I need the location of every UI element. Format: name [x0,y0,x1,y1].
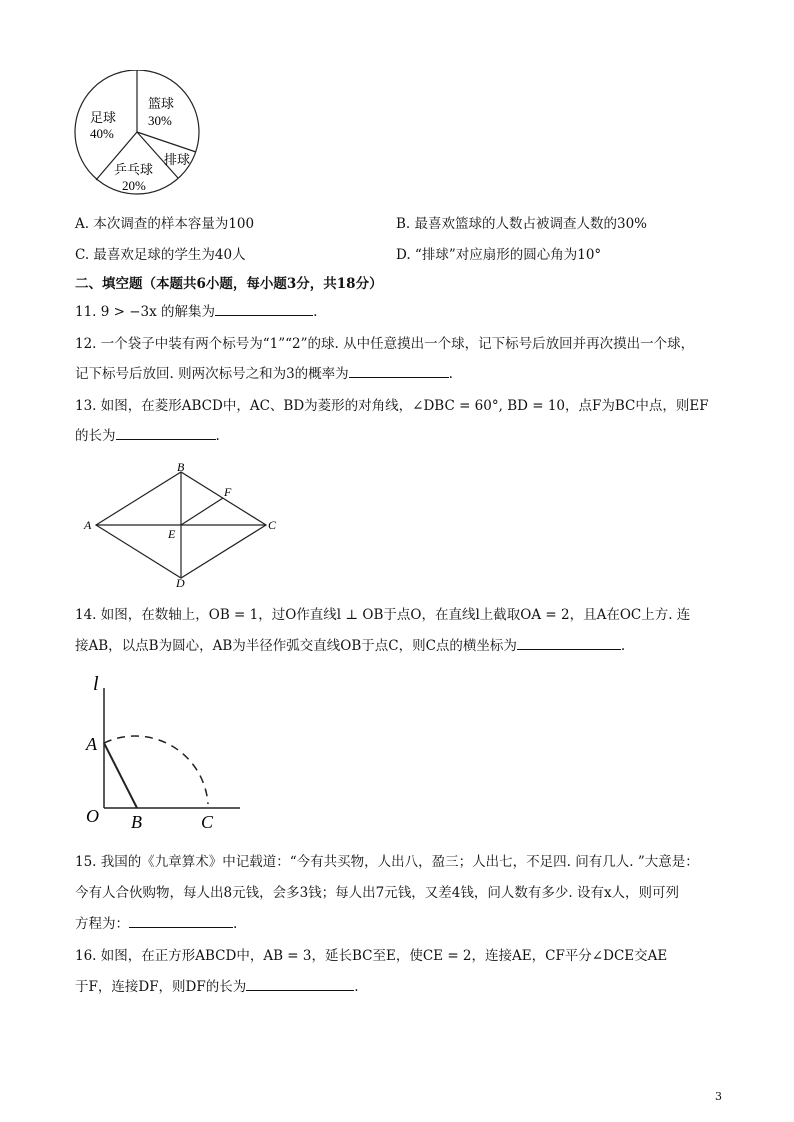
q13-line1: 13. 如图，在菱形ABCD中，AC、BD为菱形的对角线，∠DBC = 60°, BD = 10，点F为BC中点，则EF [75,398,709,414]
pie-chart [60,70,220,200]
point-e: E [168,527,176,541]
q12-line1: 12. 一个袋子中装有两个标号为“1”“2”的球. 从中任意摸出一个球，记下标号后放回并再次摸出一个球， [75,336,695,352]
q15-line2: 今有人合伙购物，每人出8元钱，会多3钱；每人出7元钱，又差4钱，问人数有多少. 设有x人，则可列 [75,885,680,901]
page-number: 3 [715,1090,722,1103]
label-c: C [201,812,214,832]
option-c: C. 最喜欢足球的学生为40人 [75,247,246,263]
q15-answer-blank[interactable] [129,913,233,928]
question-13-line2 [75,424,220,444]
segment-ef [181,498,223,525]
q13-period: . [215,428,220,444]
point-a: A [84,518,92,532]
question-14-line2 [75,634,625,654]
pie-label-volleyball: 排球 [164,152,191,167]
q16-answer-blank[interactable] [246,976,354,991]
pie-label-pingpong: 乒乓球 [114,162,154,177]
rhombus-figure [78,460,288,590]
q15-line1: 15. 我国的《九章算术》中记载道：“今有共买物，人出八，盈三；人出七，不足四. 问有几人. ”大意是： [75,854,699,870]
q11-text: 11. 9 > −3x 的解集为 [75,304,216,320]
option-a: A. 本次调查的样本容量为100 [75,216,255,232]
q16-line1: 16. 如图，在正方形ABCD中，AB = 3，延长BC至E，使CE = 2，连接AE，CF平分∠DCE交AE [75,948,668,964]
label-l: l [93,673,99,695]
pie-pct-basketball: 30% [148,113,172,128]
pie-pct-pingpong: 20% [122,178,146,193]
point-c: C [268,518,277,532]
point-f: F [224,485,232,499]
q15-period: . [233,916,238,932]
option-b: B. 最喜欢篮球的人数占被调查人数的30% [396,216,648,232]
label-b: B [131,812,142,832]
pie-label-basketball: 篮球 [148,96,175,111]
question-15-line3 [75,912,237,932]
segment-ab [104,743,137,808]
pie-label-football: 足球 [90,110,117,125]
q13-answer-blank[interactable] [116,425,216,440]
point-d: D [176,576,185,590]
q11-answer-blank[interactable] [215,301,313,316]
label-a: A [86,734,97,754]
q14-answer-blank[interactable] [517,635,621,650]
q14-line1: 14. 如图，在数轴上，OB = 1，过O作直线l ⊥ OB于点O，在直线l上截取OA = 2，且A在OC上方. 连 [75,607,691,623]
option-d: D. “排球”对应扇形的圆心角为10° [396,247,602,263]
q12-answer-blank[interactable] [349,363,449,378]
label-o: O [86,806,99,826]
q13-line2: 的长为 [75,428,116,444]
section-heading: 二、填空题（本题共6小题，每小题3分，共18分） [75,276,383,292]
q16-line2: 于F，连接DF，则DF的长为 [75,979,247,995]
question-16-line2 [75,975,359,995]
q14-period: . [620,638,626,654]
question-12-line2 [75,362,453,382]
question-11 [75,300,317,320]
arc-ac [104,736,208,804]
number-line-figure [80,668,250,838]
q11-period: . [313,304,318,320]
q16-period: . [354,979,359,995]
q15-line3: 方程为： [75,916,129,932]
point-b: B [177,460,185,474]
q14-line2: 接AB，以点B为圆心，AB为半径作弧交直线OB于点C，则C点的横坐标为 [75,638,517,654]
q12-period: . [448,366,453,382]
pie-pct-football: 40% [90,126,114,141]
q12-line2: 记下标号后放回. 则两次标号之和为3的概率为 [75,366,349,382]
